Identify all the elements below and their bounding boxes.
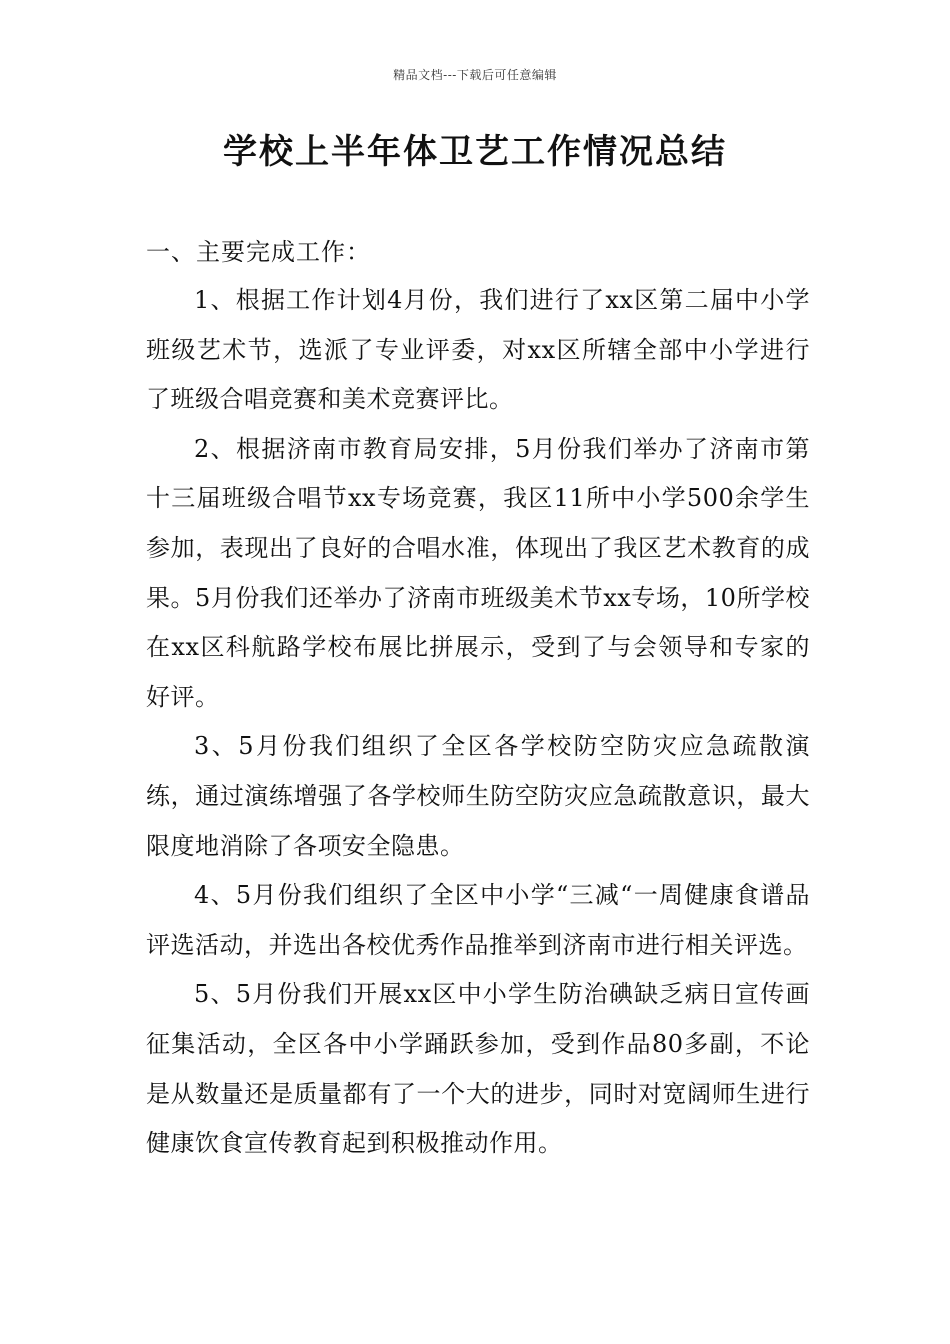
paragraph-5: 5、5月份我们开展xx区中小学生防治碘缺乏病日宣传画征集活动，全区各中小学踊跃参加，受到作品80多副，不论是从数量还是质量都有了一个大的进步，同时对宽阔师生进行健康饮食宣传教育起到积极推动作用。 [146, 980, 810, 1158]
header-note: 精品文档---下载后可任意编辑 [393, 68, 557, 82]
paragraph-1: 1、根据工作计划4月份，我们进行了xx区第二届中小学班级艺术节，选派了专业评委，对xx区所辖全部中小学进行了班级合唱竞赛和美术竞赛评比。 [146, 286, 810, 414]
document-body [146, 228, 810, 1169]
section-heading: 一、主要完成工作： [146, 238, 371, 266]
document-title: 学校上半年体卫艺工作情况总结 [223, 132, 727, 172]
paragraph-2: 2、根据济南市教育局安排，5月份我们举办了济南市第十三届班级合唱节xx专场竞赛，我区11所中小学500余学生参加，表现出了良好的合唱水准，体现出了我区艺术教育的成果。5月份我们还举办了济南市班级美术节xx专场，10所学校在xx区科航路学校布展比拼展示，受到了与会领导和专家的好评。 [146, 434, 810, 711]
paragraph-4: 4、5月份我们组织了全区中小学“三减“一周健康食谱品评选活动，并选出各校优秀作品推举到济南市进行相关评选。 [146, 881, 810, 959]
paragraph-3: 3、5月份我们组织了全区各学校防空防灾应急疏散演练，通过演练增强了各学校师生防空防灾应急疏散意识，最大限度地消除了各项安全隐患。 [146, 732, 810, 860]
